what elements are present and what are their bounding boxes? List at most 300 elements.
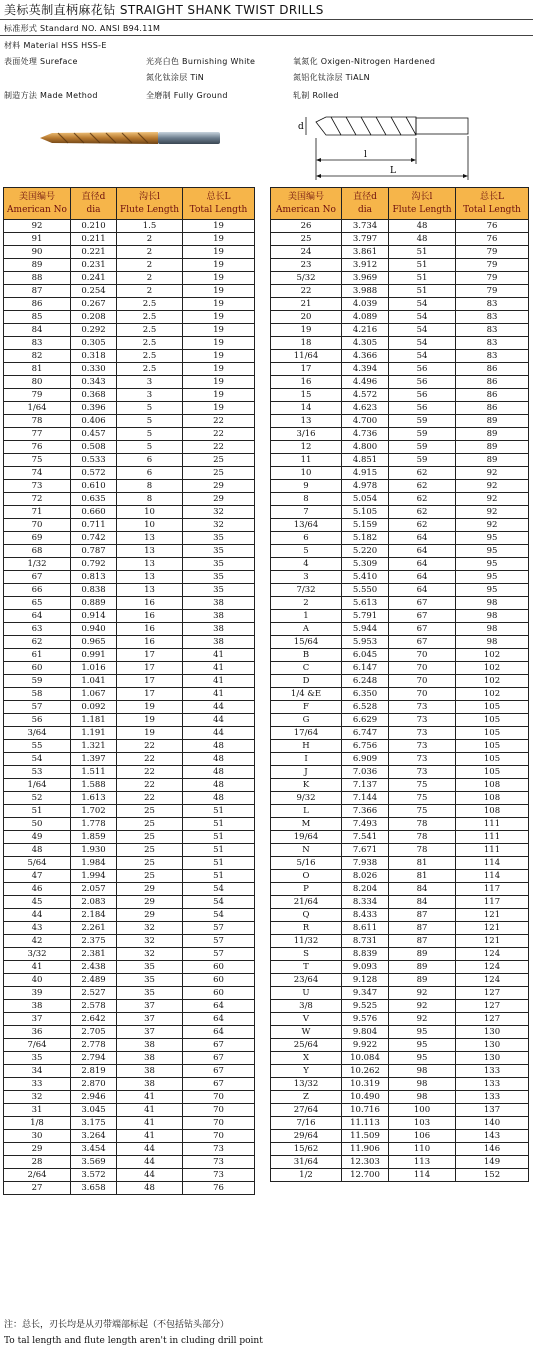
- flute-length-cell: 98: [389, 1091, 456, 1104]
- flute-length-cell: 5: [117, 441, 183, 454]
- diameter-cell: 11.509: [342, 1130, 389, 1143]
- diameter-cell: 3.734: [342, 220, 389, 233]
- american-no-cell: 35: [4, 1052, 71, 1065]
- table-row: [271, 246, 529, 259]
- total-length-cell: 124: [456, 974, 529, 987]
- diameter-cell: 6.147: [342, 662, 389, 675]
- flute-length-cell: 81: [389, 857, 456, 870]
- american-no-cell: 52: [4, 792, 71, 805]
- total-length-cell: 133: [456, 1078, 529, 1091]
- american-no-cell: 67: [4, 571, 71, 584]
- total-length-cell: 60: [183, 974, 255, 987]
- flute-length-cell: 67: [389, 597, 456, 610]
- flute-length-cell: 70: [389, 662, 456, 675]
- american-no-cell: X: [271, 1052, 342, 1065]
- diameter-cell: 0.742: [71, 532, 117, 545]
- total-length-cell: 57: [183, 948, 255, 961]
- total-length-cell: 108: [456, 792, 529, 805]
- flute-length-cell: 2: [117, 233, 183, 246]
- diameter-cell: 5.309: [342, 558, 389, 571]
- diameter-cell: 1.041: [71, 675, 117, 688]
- table-row: [4, 558, 255, 571]
- flute-length-cell: 25: [117, 857, 183, 870]
- note-chinese: 注：总长，刃长均是从刃带端部标起（不包括钻头部分）: [4, 1320, 230, 1330]
- diameter-cell: 7.036: [342, 766, 389, 779]
- american-no-cell: 1/64: [4, 402, 71, 415]
- diameter-cell: 1.702: [71, 805, 117, 818]
- total-length-cell: 19: [183, 311, 255, 324]
- american-no-cell: 1/4 &E: [271, 688, 342, 701]
- diameter-cell: 4.216: [342, 324, 389, 337]
- american-no-cell: 90: [4, 246, 71, 259]
- table-row: [271, 831, 529, 844]
- total-length-cell: 73: [183, 1143, 255, 1156]
- table-row: [271, 987, 529, 1000]
- american-no-cell: 25/64: [271, 1039, 342, 1052]
- table-row: [271, 454, 529, 467]
- american-no-cell: 75: [4, 454, 71, 467]
- total-length-cell: 79: [456, 272, 529, 285]
- flute-length-cell: 73: [389, 701, 456, 714]
- table-row: [271, 324, 529, 337]
- col-header-flute-length: 沟长l Flute Length: [389, 188, 456, 220]
- diameter-cell: 7.671: [342, 844, 389, 857]
- col-header-dia: 直径d dia: [71, 188, 117, 220]
- table-row: [271, 688, 529, 701]
- flute-length-cell: 48: [117, 1182, 183, 1195]
- flute-length-cell: 62: [389, 467, 456, 480]
- diameter-cell: 2.438: [71, 961, 117, 974]
- table-row: [4, 441, 255, 454]
- table-row: [271, 896, 529, 909]
- table-row: [4, 363, 255, 376]
- total-length-cell: 19: [183, 337, 255, 350]
- total-length-cell: 92: [456, 519, 529, 532]
- table-row: [271, 1026, 529, 1039]
- diameter-cell: 2.794: [71, 1052, 117, 1065]
- flute-length-cell: 17: [117, 688, 183, 701]
- diameter-cell: 4.736: [342, 428, 389, 441]
- american-no-cell: 12: [271, 441, 342, 454]
- flute-length-cell: 64: [389, 584, 456, 597]
- american-no-cell: 83: [4, 337, 71, 350]
- total-length-cell: 44: [183, 714, 255, 727]
- flute-length-cell: 59: [389, 441, 456, 454]
- diameter-cell: 3.861: [342, 246, 389, 259]
- diameter-cell: 12.303: [342, 1156, 389, 1169]
- diameter-cell: 1.930: [71, 844, 117, 857]
- flute-length-cell: 6: [117, 467, 183, 480]
- table-row: [271, 571, 529, 584]
- diameter-cell: 3.969: [342, 272, 389, 285]
- total-length-cell: 105: [456, 753, 529, 766]
- table-row: [4, 259, 255, 272]
- flute-length-cell: 98: [389, 1065, 456, 1078]
- american-no-cell: 22: [271, 285, 342, 298]
- table-row: [271, 545, 529, 558]
- table-row: [4, 532, 255, 545]
- diameter-cell: 6.350: [342, 688, 389, 701]
- total-length-cell: 64: [183, 1000, 255, 1013]
- american-no-cell: 54: [4, 753, 71, 766]
- table-row: [4, 571, 255, 584]
- total-length-cell: 111: [456, 831, 529, 844]
- flute-length-cell: 29: [117, 896, 183, 909]
- diameter-cell: 4.851: [342, 454, 389, 467]
- flute-length-cell: 56: [389, 363, 456, 376]
- flute-length-cell: 103: [389, 1117, 456, 1130]
- col-header-total-length: 总长L Total Length: [456, 188, 529, 220]
- american-no-cell: I: [271, 753, 342, 766]
- col-header-flute-length: 沟长l Flute Length: [117, 188, 183, 220]
- total-length-cell: 102: [456, 675, 529, 688]
- table-row: [4, 1026, 255, 1039]
- table-row: [4, 675, 255, 688]
- flute-length-cell: 78: [389, 844, 456, 857]
- flute-length-cell: 2.5: [117, 350, 183, 363]
- table-row: [4, 428, 255, 441]
- american-no-cell: 74: [4, 467, 71, 480]
- flute-length-cell: 64: [389, 571, 456, 584]
- material-line: 材料 Material HSS HSS-E: [4, 41, 107, 50]
- table-row: [271, 870, 529, 883]
- surface-label: 表面处理 Sureface: [4, 57, 78, 66]
- table-row: [271, 1104, 529, 1117]
- flute-length-cell: 16: [117, 597, 183, 610]
- flute-length-cell: 44: [117, 1169, 183, 1182]
- american-no-cell: 64: [4, 610, 71, 623]
- diameter-cell: 8.611: [342, 922, 389, 935]
- diameter-cell: 1.994: [71, 870, 117, 883]
- table-row: [4, 493, 255, 506]
- table-row: [271, 675, 529, 688]
- diameter-cell: 4.978: [342, 480, 389, 493]
- total-length-cell: 130: [456, 1052, 529, 1065]
- table-row: [4, 1000, 255, 1013]
- american-no-cell: 1: [271, 610, 342, 623]
- total-length-cell: 38: [183, 597, 255, 610]
- diameter-cell: 0.267: [71, 298, 117, 311]
- diameter-cell: 1.588: [71, 779, 117, 792]
- total-length-cell: 64: [183, 1013, 255, 1026]
- table-row: [271, 519, 529, 532]
- total-length-cell: 51: [183, 844, 255, 857]
- table-row: [4, 1091, 255, 1104]
- american-no-cell: 84: [4, 324, 71, 337]
- flute-length-cell: 73: [389, 714, 456, 727]
- divider: [0, 19, 533, 20]
- table-row: [4, 1143, 255, 1156]
- total-length-cell: 95: [456, 584, 529, 597]
- table-row: [4, 545, 255, 558]
- col-header-american-no: 美国编号 American No: [4, 188, 71, 220]
- total-length-cell: 48: [183, 766, 255, 779]
- total-length-cell: 32: [183, 519, 255, 532]
- total-length-cell: 48: [183, 792, 255, 805]
- flute-length-cell: 2: [117, 246, 183, 259]
- diameter-cell: 0.241: [71, 272, 117, 285]
- table-row: [4, 727, 255, 740]
- table-row: [271, 506, 529, 519]
- flute-length-cell: 35: [117, 961, 183, 974]
- diameter-cell: 9.525: [342, 1000, 389, 1013]
- diameter-cell: 0.889: [71, 597, 117, 610]
- table-header-row: [271, 188, 529, 220]
- flute-length-cell: 84: [389, 896, 456, 909]
- total-length-cell: 41: [183, 675, 255, 688]
- total-length-cell: 51: [183, 805, 255, 818]
- american-no-cell: 5: [271, 545, 342, 558]
- total-length-cell: 57: [183, 935, 255, 948]
- diameter-cell: 4.700: [342, 415, 389, 428]
- american-no-cell: 3/64: [4, 727, 71, 740]
- diameter-cell: 7.541: [342, 831, 389, 844]
- table-row: [271, 909, 529, 922]
- table-row: [271, 1039, 529, 1052]
- total-length-cell: 143: [456, 1130, 529, 1143]
- diameter-cell: 1.778: [71, 818, 117, 831]
- american-no-cell: 3: [271, 571, 342, 584]
- diameter-cell: 0.787: [71, 545, 117, 558]
- american-no-cell: 21/64: [271, 896, 342, 909]
- table-row: [271, 818, 529, 831]
- diameter-cell: 1.511: [71, 766, 117, 779]
- diameter-cell: 4.800: [342, 441, 389, 454]
- diameter-cell: 12.700: [342, 1169, 389, 1182]
- total-length-cell: 67: [183, 1052, 255, 1065]
- total-length-cell: 86: [456, 389, 529, 402]
- table-row: [4, 298, 255, 311]
- american-no-cell: 70: [4, 519, 71, 532]
- total-length-cell: 48: [183, 753, 255, 766]
- american-no-cell: 79: [4, 389, 71, 402]
- diameter-cell: 0.368: [71, 389, 117, 402]
- diameter-cell: 0.533: [71, 454, 117, 467]
- flute-length-cell: 67: [389, 636, 456, 649]
- diameter-cell: 4.496: [342, 376, 389, 389]
- total-length-cell: 89: [456, 428, 529, 441]
- col-header-american-no: 美国编号 American No: [271, 188, 342, 220]
- diameter-cell: 3.572: [71, 1169, 117, 1182]
- note-english: To tal length and flute length aren't in cluding drill point: [4, 1336, 263, 1346]
- flute-length-cell: 22: [117, 740, 183, 753]
- diameter-cell: 4.089: [342, 311, 389, 324]
- page-title: 美标英制直柄麻花钻 STRAIGHT SHANK TWIST DRILLS: [4, 3, 324, 17]
- american-no-cell: 4: [271, 558, 342, 571]
- total-length-cell: 130: [456, 1026, 529, 1039]
- diameter-cell: 0.292: [71, 324, 117, 337]
- total-length-cell: 76: [183, 1182, 255, 1195]
- total-length-cell: 48: [183, 740, 255, 753]
- total-length-cell: 19: [183, 259, 255, 272]
- drill-image: [38, 123, 228, 153]
- american-no-cell: 34: [4, 1065, 71, 1078]
- total-length-cell: 127: [456, 1013, 529, 1026]
- american-no-cell: 24: [271, 246, 342, 259]
- table-row: [271, 1091, 529, 1104]
- table-row: [271, 233, 529, 246]
- flute-length-cell: 95: [389, 1052, 456, 1065]
- flute-length-cell: 2.5: [117, 337, 183, 350]
- american-no-cell: 8: [271, 493, 342, 506]
- table-row: [271, 584, 529, 597]
- table-row: [271, 740, 529, 753]
- table-row: [271, 376, 529, 389]
- american-no-cell: 27: [4, 1182, 71, 1195]
- flute-length-cell: 59: [389, 415, 456, 428]
- american-no-cell: 39: [4, 987, 71, 1000]
- total-length-cell: 19: [183, 402, 255, 415]
- flute-length-cell: 5: [117, 402, 183, 415]
- table-row: [271, 532, 529, 545]
- flute-length-cell: 98: [389, 1078, 456, 1091]
- total-length-cell: 146: [456, 1143, 529, 1156]
- american-no-cell: 19/64: [271, 831, 342, 844]
- american-no-cell: 37: [4, 1013, 71, 1026]
- american-no-cell: 38: [4, 1000, 71, 1013]
- total-length-cell: 19: [183, 272, 255, 285]
- total-length-cell: 19: [183, 376, 255, 389]
- total-length-label: L: [390, 166, 396, 176]
- diameter-cell: 2.642: [71, 1013, 117, 1026]
- table-row: [4, 688, 255, 701]
- american-no-cell: 11: [271, 454, 342, 467]
- diameter-cell: 0.572: [71, 467, 117, 480]
- american-no-cell: 58: [4, 688, 71, 701]
- table-row: [4, 623, 255, 636]
- diameter-cell: 5.410: [342, 571, 389, 584]
- flute-length-cell: 13: [117, 584, 183, 597]
- total-length-cell: 152: [456, 1169, 529, 1182]
- flute-length-cell: 1.5: [117, 220, 183, 233]
- total-length-cell: 114: [456, 857, 529, 870]
- total-length-cell: 133: [456, 1065, 529, 1078]
- table-row: [4, 1156, 255, 1169]
- flute-length-cell: 54: [389, 337, 456, 350]
- total-length-cell: 57: [183, 922, 255, 935]
- total-length-cell: 130: [456, 1039, 529, 1052]
- total-length-cell: 133: [456, 1091, 529, 1104]
- total-length-cell: 83: [456, 311, 529, 324]
- american-no-cell: 1/8: [4, 1117, 71, 1130]
- diameter-cell: 0.965: [71, 636, 117, 649]
- table-row: [271, 1065, 529, 1078]
- flute-length-cell: 51: [389, 272, 456, 285]
- table-row: [4, 311, 255, 324]
- diameter-cell: 9.128: [342, 974, 389, 987]
- american-no-cell: L: [271, 805, 342, 818]
- flute-length-cell: 110: [389, 1143, 456, 1156]
- total-length-cell: 54: [183, 909, 255, 922]
- american-no-cell: 13/64: [271, 519, 342, 532]
- flute-length-cell: 29: [117, 883, 183, 896]
- flute-length-cell: 56: [389, 402, 456, 415]
- total-length-cell: 127: [456, 987, 529, 1000]
- flute-length-cell: 8: [117, 493, 183, 506]
- flute-length-cell: 22: [117, 779, 183, 792]
- table-row: [4, 506, 255, 519]
- american-no-cell: 61: [4, 649, 71, 662]
- american-no-cell: 30: [4, 1130, 71, 1143]
- american-no-cell: 36: [4, 1026, 71, 1039]
- diameter-cell: 5.105: [342, 506, 389, 519]
- total-length-cell: 32: [183, 506, 255, 519]
- diameter-cell: 3.912: [342, 259, 389, 272]
- diameter-cell: 9.922: [342, 1039, 389, 1052]
- flute-length-cell: 48: [389, 220, 456, 233]
- surface-option: 光亮白色 Burnishing White: [146, 57, 256, 66]
- col-header-dia: 直径d dia: [342, 188, 389, 220]
- flute-length-cell: 89: [389, 948, 456, 961]
- diameter-cell: 1.613: [71, 792, 117, 805]
- total-length-cell: 70: [183, 1091, 255, 1104]
- flute-length-cell: 54: [389, 298, 456, 311]
- flute-length-cell: 2: [117, 272, 183, 285]
- american-no-cell: 14: [271, 402, 342, 415]
- total-length-cell: 29: [183, 493, 255, 506]
- american-no-cell: 6: [271, 532, 342, 545]
- american-no-cell: 41: [4, 961, 71, 974]
- table-row: [4, 1065, 255, 1078]
- total-length-cell: 70: [183, 1104, 255, 1117]
- total-length-cell: 111: [456, 844, 529, 857]
- american-no-cell: 68: [4, 545, 71, 558]
- diameter-cell: 7.938: [342, 857, 389, 870]
- table-row: [4, 1039, 255, 1052]
- table-row: [271, 935, 529, 948]
- total-length-cell: 38: [183, 623, 255, 636]
- american-no-cell: 10: [271, 467, 342, 480]
- diameter-cell: 0.343: [71, 376, 117, 389]
- american-no-cell: 7/64: [4, 1039, 71, 1052]
- american-no-cell: 73: [4, 480, 71, 493]
- flute-length-cell: 87: [389, 935, 456, 948]
- flute-length-cell: 3: [117, 376, 183, 389]
- total-length-cell: 105: [456, 740, 529, 753]
- total-length-cell: 105: [456, 727, 529, 740]
- total-length-cell: 79: [456, 246, 529, 259]
- diameter-cell: 7.493: [342, 818, 389, 831]
- flute-length-cell: 16: [117, 623, 183, 636]
- table-row: [4, 1104, 255, 1117]
- total-length-cell: 121: [456, 922, 529, 935]
- flute-length-cell: 73: [389, 753, 456, 766]
- table-row: [4, 285, 255, 298]
- table-row: [271, 1169, 529, 1182]
- method-option: 全磨制 Fully Ground: [146, 91, 228, 100]
- flute-length-cell: 19: [117, 701, 183, 714]
- table-row: [271, 948, 529, 961]
- diameter-cell: 10.490: [342, 1091, 389, 1104]
- diameter-cell: 0.254: [71, 285, 117, 298]
- table-row: [4, 1182, 255, 1195]
- american-no-cell: 3/8: [271, 1000, 342, 1013]
- drill-table-left: [3, 187, 255, 1195]
- diameter-cell: 3.797: [342, 233, 389, 246]
- total-length-cell: 98: [456, 610, 529, 623]
- american-no-cell: 1/64: [4, 779, 71, 792]
- flute-length-cell: 38: [117, 1065, 183, 1078]
- table-row: [4, 610, 255, 623]
- total-length-cell: 89: [456, 454, 529, 467]
- flute-length-cell: 38: [117, 1078, 183, 1091]
- american-no-cell: 51: [4, 805, 71, 818]
- flute-length-cell: 16: [117, 610, 183, 623]
- table-row: [4, 883, 255, 896]
- american-no-cell: 48: [4, 844, 71, 857]
- american-no-cell: 46: [4, 883, 71, 896]
- table-row: [4, 246, 255, 259]
